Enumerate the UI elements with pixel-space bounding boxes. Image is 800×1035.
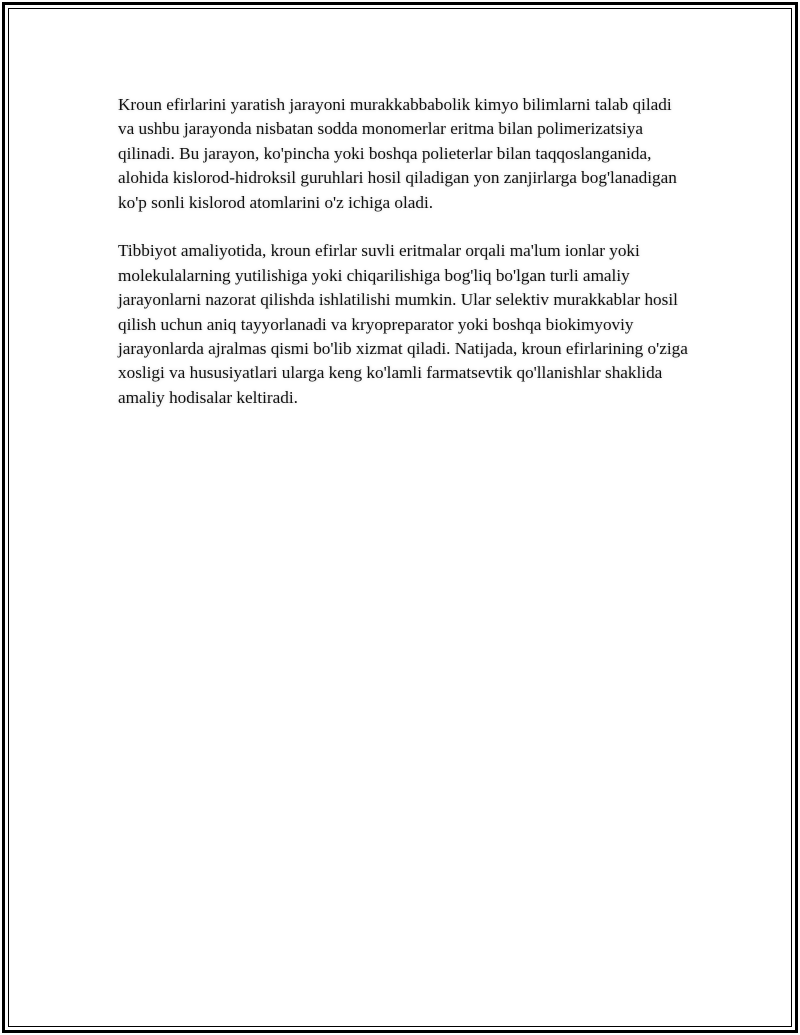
paragraph-2: Tibbiyot amaliyotida, kroun efirlar suvli eritmalar orqali ma'lum ionlar yoki molekulalarning yutilishiga yoki chiqarilishiga bog'liq bo'lgan turli amaliy jarayonlarni nazorat qilishda ishlatilishi mumkin. Ular selektiv murakkablar hosil qilish uchun aniq tayyorlanadi va kryopreparator yoki boshqa biokimyoviy jarayonlarda ajralmas qismi bo'lib xizmat qiladi. Natijada, kroun efirlarining o'ziga xosligi va hususiyatlari ularga keng ko'lamli farmatsevtik qo'llanishlar shaklida amaliy hodisalar keltiradi. — [118, 241, 688, 407]
paragraph-1: Kroun efirlarini yaratish jarayoni murakkabbabolik kimyo bilimlarni talab qiladi va ushbu jarayonda nisbatan sodda monomerlar eritma bilan polimerizatsiya qilinadi. Bu jarayon, ko'pincha yoki boshqa polieterlar bilan taqqoslanganida, alohida kislorod-hidroksil guruhlari hosil qiladigan yon zanjirlarga bog'lanadigan ko'p sonli kislorod atomlarini o'z ichiga oladi. — [118, 95, 677, 212]
document-body — [118, 93, 688, 435]
